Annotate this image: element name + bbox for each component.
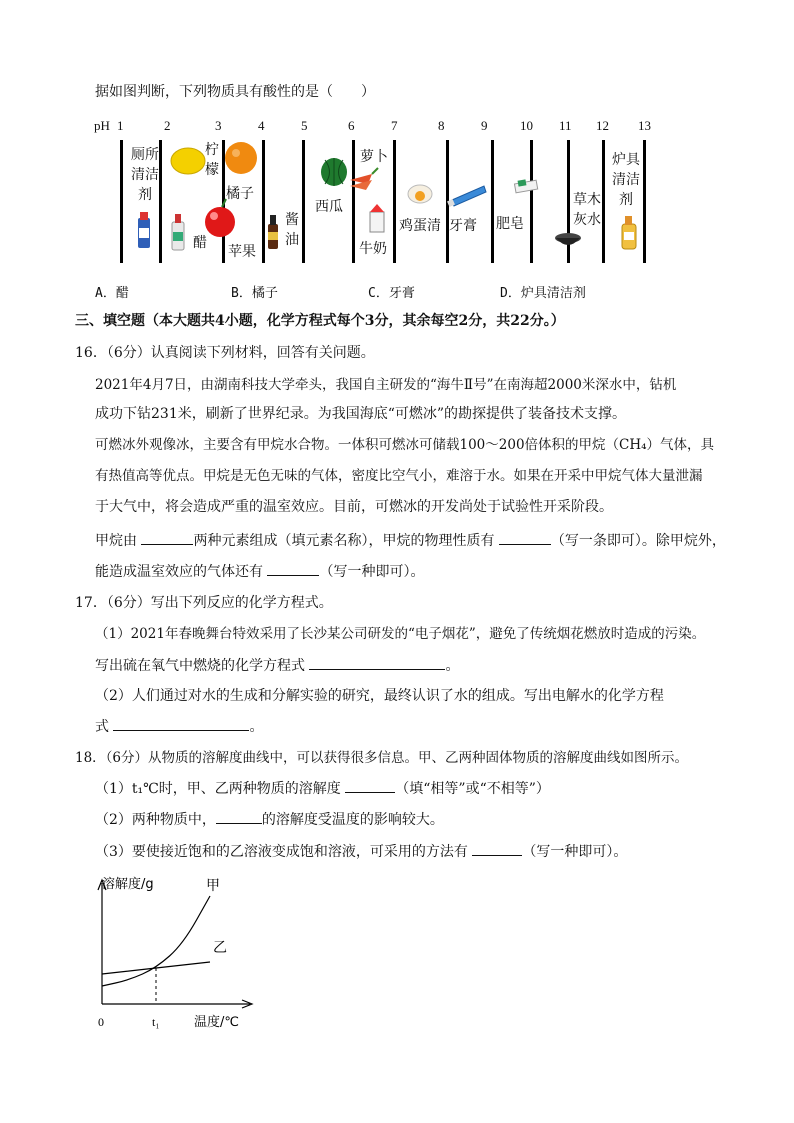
q17-s1-line1: （1）2021年春晚舞台特效采用了长沙某公司研发的“电子烟花”，避免了传统烟花燃放时造成的污染。 — [95, 626, 706, 642]
ph-item-pictures — [0, 0, 794, 300]
ph-tick-13: 13 — [638, 118, 651, 133]
ph-tick-2: 2 — [164, 118, 171, 133]
label-orange: 橘子 — [226, 186, 254, 202]
q18-blank-method[interactable] — [472, 841, 522, 856]
ph-tick-11: 11 — [559, 118, 572, 133]
q16-blank-greenhouse-gas[interactable] — [267, 561, 319, 576]
q18-s3 — [95, 841, 627, 862]
q18-s1 — [95, 778, 550, 799]
q16-p2-line3: 于大气中，将会造成严重的温室效应。目前，可燃冰的开发尚处于试验性开采阶段。 — [95, 499, 613, 515]
ph-tick-6: 6 — [348, 118, 355, 133]
orange-icon — [225, 142, 257, 174]
q18-blank-equal[interactable] — [345, 778, 395, 793]
q17-s1-end: 。 — [445, 658, 460, 674]
label-vinegar: 醋 — [193, 235, 207, 251]
series-yi-label: 乙 — [213, 940, 227, 956]
q15-stem: 据如图判断，下列物质具有酸性的是（ ） — [95, 84, 375, 100]
q16-q-line2a: 能造成温室效应的气体还有 — [95, 564, 263, 580]
q16-stem: 16．（6分）认真阅读下列材料，回答有关问题。 — [75, 345, 375, 361]
ph-tick-8: 8 — [438, 118, 445, 133]
egg-icon — [408, 185, 432, 203]
label-soy-sauce: 酱油 — [285, 212, 299, 248]
series-jia-label: 甲 — [206, 878, 220, 894]
q16-p2-line2: 有热值高等优点。甲烷是无色无味的气体，密度比空气小，难溶于水。如果在开采中甲烷气体大量泄漏 — [95, 468, 703, 484]
ash-water-bowl-icon — [555, 233, 581, 245]
ph-tick-4: 4 — [258, 118, 265, 133]
q17-s1-line2 — [95, 655, 459, 676]
q16-p1-line2: 成功下钻231米，刷新了世界纪录。为我国海底“可燃冰”的勘探提供了装备技术支撑。 — [95, 406, 627, 422]
vinegar-bottle-icon — [172, 214, 184, 250]
q18-s3-a: （3）要使接近饱和的乙溶液变成饱和溶液，可采用的方法有 — [95, 844, 468, 860]
q17-s2-text: 式 — [95, 719, 109, 735]
label-egg-white: 鸡蛋清 — [399, 218, 441, 234]
label-ash-water: 草木灰水 — [573, 192, 601, 228]
radish-icon — [350, 168, 378, 190]
q15-option-d[interactable]: D．炉具清洁剂 — [500, 286, 586, 301]
q18-s2-b: 的溶解度受温度的影响较大。 — [261, 812, 444, 828]
q17-blank-sulfur-equation[interactable] — [309, 655, 445, 670]
ph-tick-5: 5 — [301, 118, 308, 133]
t1-tick-label: t₁ — [152, 1015, 160, 1029]
ph-tick-7: 7 — [391, 118, 398, 133]
q17-blank-electrolysis-equation[interactable] — [113, 716, 249, 731]
label-toilet-cleaner: 厕所清洁剂 — [131, 147, 159, 203]
watermelon-icon — [321, 158, 347, 186]
y-axis-label: 溶解度/g — [102, 877, 154, 892]
q16-blank-elements[interactable] — [141, 530, 193, 545]
label-apple: 苹果 — [228, 244, 256, 260]
ph-label: pH — [94, 118, 110, 133]
soap-icon — [514, 179, 537, 192]
q18-blank-substance[interactable] — [216, 809, 262, 824]
ph-tick-9: 9 — [481, 118, 488, 133]
label-lemon: 柠檬 — [205, 142, 219, 178]
q17-s2-line1: （2）人们通过对水的生成和分解实验的研究，最终认识了水的组成。写出电解水的化学方程 — [95, 688, 664, 704]
label-stove-cleaner: 炉具清洁剂 — [612, 152, 640, 208]
label-toothpaste: 牙膏 — [449, 218, 477, 234]
ph-figure — [0, 0, 794, 300]
q16-blank-physical-property[interactable] — [499, 530, 551, 545]
q18-stem: 18．（6分）从物质的溶解度曲线中，可以获得很多信息。甲、乙两种固体物质的溶解度曲线如图所示。 — [75, 750, 689, 766]
q16-q-line2b: （写一种即可）。 — [319, 564, 425, 580]
apple-icon — [205, 199, 235, 237]
ph-tick-12: 12 — [596, 118, 609, 133]
q18-s1-b: （填“相等”或“不相等”） — [395, 781, 550, 797]
label-soap: 肥皂 — [496, 216, 524, 232]
x-axis-label: 温度/℃ — [194, 1015, 239, 1030]
label-milk: 牛奶 — [359, 241, 387, 257]
section3-title: 三、填空题（本大题共4小题，化学方程式每个3分，其余每空2分，共22分。） — [75, 313, 565, 329]
q16-q-part3: （写一条即可）。除甲烷外， — [550, 533, 726, 549]
origin-label: 0 — [98, 1015, 104, 1029]
q16-question-line2 — [95, 561, 424, 582]
q15-option-a[interactable]: A．醋 — [95, 286, 129, 301]
soy-sauce-bottle-icon — [268, 215, 278, 249]
toothpaste-icon — [447, 186, 486, 207]
q18-s1-a: （1）t₁℃时，甲、乙两种物质的溶解度 — [95, 781, 341, 797]
solubility-chart — [80, 868, 280, 1038]
milk-carton-icon — [370, 204, 384, 232]
q16-q-part1: 甲烷由 — [95, 533, 137, 549]
stove-cleaner-bottle-icon — [622, 216, 636, 249]
lemon-icon — [171, 148, 205, 174]
ph-tick-1: 1 — [117, 118, 124, 133]
label-radish: 萝卜 — [360, 149, 388, 165]
q17-s1-text: 写出硫在氧气中燃烧的化学方程式 — [95, 658, 305, 674]
label-watermelon: 西瓜 — [315, 199, 343, 215]
ph-tick-10: 10 — [520, 118, 533, 133]
q17-s2-end: 。 — [249, 719, 264, 735]
q16-p1-line1: 2021年4月7日，由湖南科技大学牵头，我国自主研发的“海牛Ⅱ号”在南海超2000米深水中，钻机 — [95, 377, 677, 393]
ph-tick-3: 3 — [215, 118, 222, 133]
q15-option-b[interactable]: B．橘子 — [231, 286, 278, 301]
q18-s3-b: （写一种即可）。 — [522, 844, 628, 860]
q17-stem: 17．（6分）写出下列反应的化学方程式。 — [75, 595, 333, 611]
q16-p2-line1: 可燃冰外观像冰，主要含有甲烷水合物。一体积可燃冰可储载100～200倍体积的甲烷（CH₄）气体，具 — [95, 437, 715, 453]
q18-s2-a: （2）两种物质中， — [95, 812, 216, 828]
q18-s2 — [95, 809, 444, 830]
toilet-cleaner-bottle-icon — [138, 212, 150, 248]
q17-s2-line2 — [95, 716, 263, 737]
q16-question-line1 — [95, 530, 726, 551]
q16-q-part2: 两种元素组成（填元素名称），甲烷的物理性质有 — [193, 533, 495, 549]
q15-option-c[interactable]: C．牙膏 — [368, 286, 415, 301]
